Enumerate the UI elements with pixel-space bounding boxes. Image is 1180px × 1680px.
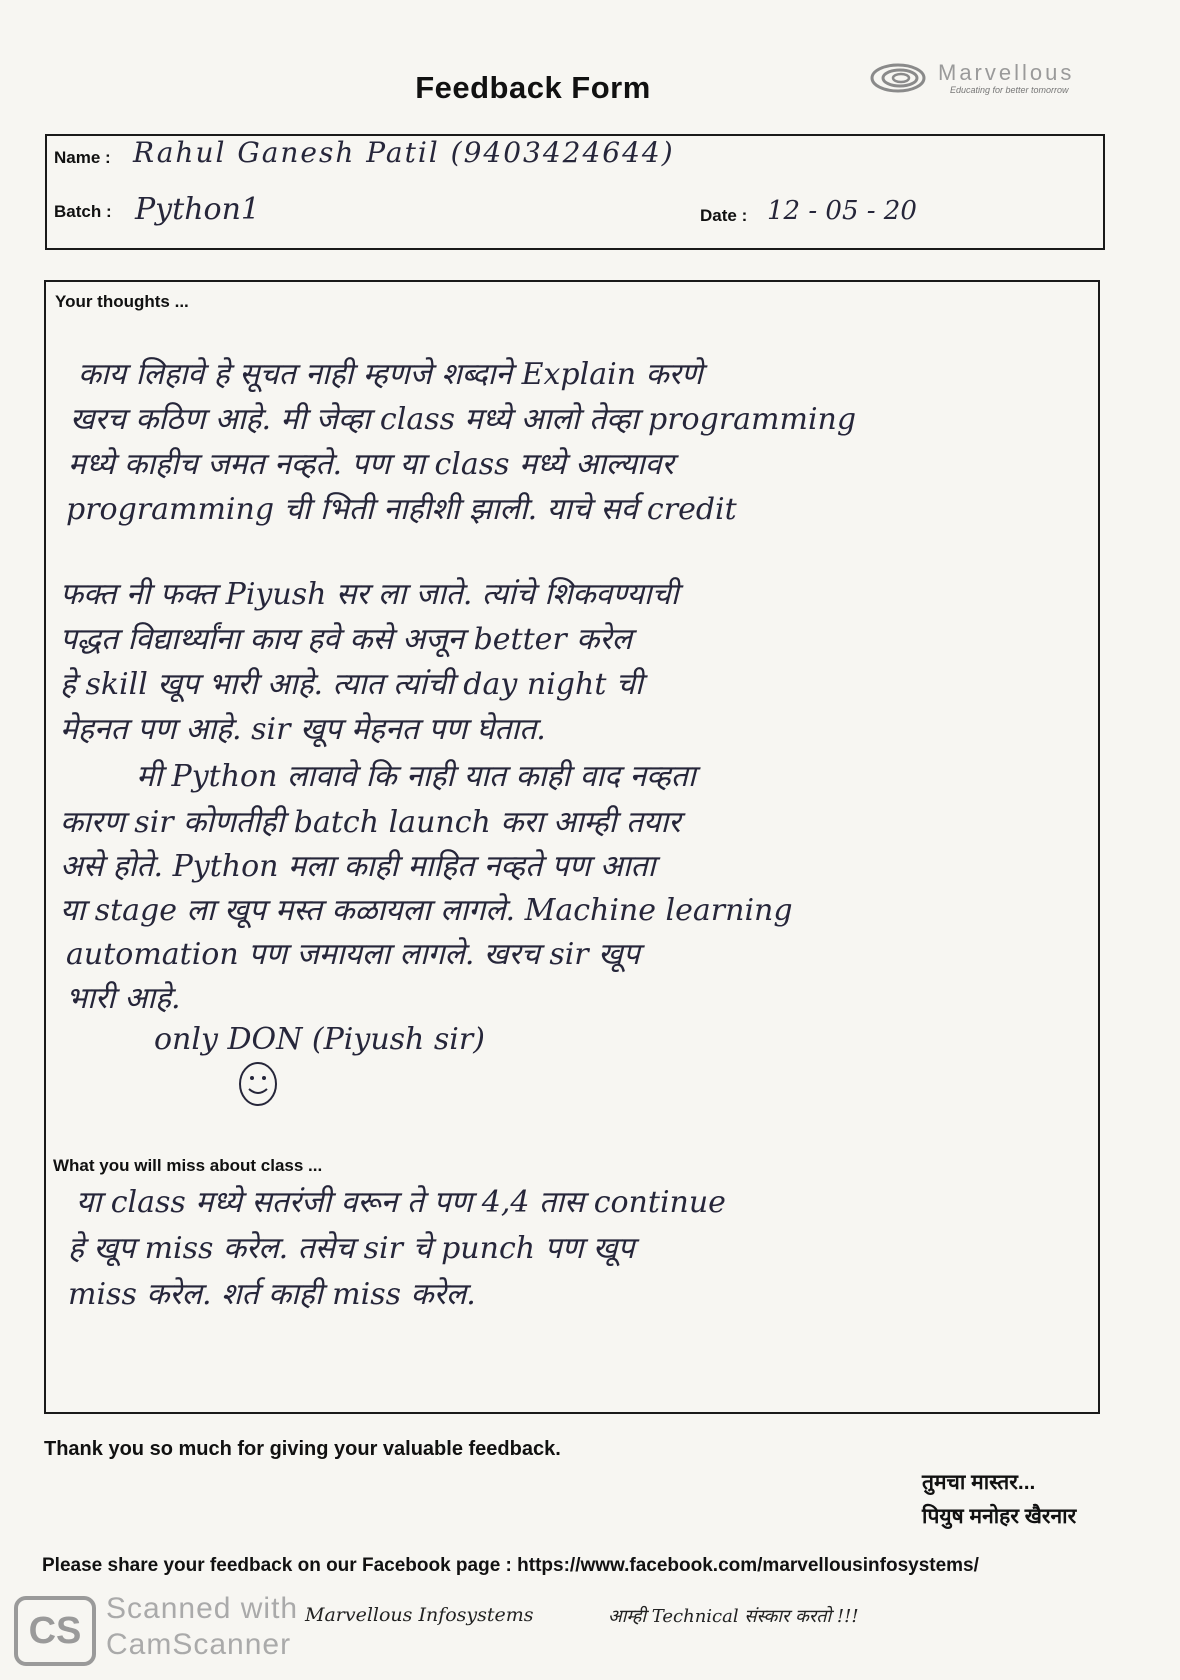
- thoughts-line: automation पण जमायला लागले. खरच sir खूप: [66, 937, 640, 972]
- name-label: Name :: [54, 148, 111, 167]
- miss-label: What you will miss about class ...: [53, 1156, 323, 1175]
- scanned-with-text: Scanned with: [106, 1592, 299, 1625]
- camscanner-text: CamScanner: [106, 1628, 292, 1661]
- date-value: 12 - 05 - 20: [767, 196, 917, 226]
- thoughts-line: फक्त नी फक्त Piyush सर ला जाते. त्यांचे शिकवण्याची: [60, 577, 679, 612]
- miss-line: miss करेल. शर्त काही miss करेल.: [68, 1277, 476, 1312]
- miss-line: या class मध्ये सतरंजी वरून ते पण 4,4 तास continue: [76, 1185, 726, 1220]
- thoughts-line: या stage ला खूप मस्त कळायला लागले. Machine learning: [60, 893, 793, 928]
- company-logo: [868, 58, 1138, 104]
- camscanner-logo-icon: CS: [14, 1596, 96, 1666]
- smiley-doodle-icon: [236, 1060, 280, 1108]
- logo-brand: Marvellous: [938, 60, 1075, 85]
- thoughts-signoff: only DON (Piyush sir): [154, 1022, 485, 1057]
- thoughts-line: असे होते. Python मला काही माहित नव्हते पण आता: [60, 849, 656, 884]
- thoughts-line: मी Python लावावे कि नाही यात काही वाद नव्हता: [60, 759, 696, 794]
- thoughts-line: मध्ये काहीच जमत नव्हते. पण या class मध्ये आल्यावर: [68, 447, 674, 482]
- thoughts-line: मेहनत पण आहे. sir खूप मेहनत पण घेतात.: [60, 712, 546, 747]
- thoughts-line: खरच कठिण आहे. मी जेव्हा class मध्ये आलो तेव्हा programming: [70, 402, 857, 437]
- name-value: Rahul Ganesh Patil (9403424644): [133, 136, 675, 169]
- batch-label: Batch :: [54, 202, 112, 221]
- thoughts-line: भारी आहे.: [66, 981, 181, 1016]
- thoughts-line: काय लिहावे हे सूचत नाही म्हणजे शब्दाने Explain करणे: [78, 357, 703, 392]
- batch-value: Python1: [135, 192, 260, 227]
- thoughts-label: Your thoughts ...: [55, 292, 189, 311]
- thank-you-text: Thank you so much for giving your valuable feedback.: [44, 1438, 561, 1460]
- date-label: Date :: [700, 206, 748, 225]
- signature-line-2: पियुष मनोहर खैरनार: [922, 1505, 1077, 1528]
- thoughts-line: पद्धत विद्यार्थ्यांना काय हवे कसे अजून better करेल: [60, 622, 632, 657]
- miss-line: हे खूप miss करेल. तसेच sir चे punch पण खूप: [68, 1231, 635, 1266]
- logo-tagline: Educating for better tomorrow: [950, 85, 1069, 95]
- thoughts-line: programming ची भिती नाहीशी झाली. याचे सर्व credit: [66, 492, 737, 527]
- header-box: [45, 134, 1105, 250]
- thoughts-line: हे skill खूप भारी आहे. त्यात त्यांची day night ची: [60, 667, 643, 702]
- swirl-logo-icon: [868, 58, 938, 98]
- form-title: Feedback Form: [415, 70, 651, 105]
- company-motto: आम्ही Technical संस्कार करतो !!!: [608, 1606, 859, 1627]
- thoughts-line: कारण sir कोणतीही batch launch करा आम्ही तयार: [60, 805, 681, 840]
- signature-line-1: तुमचा मास्तर...: [922, 1471, 1036, 1494]
- facebook-share-text: Please share your feedback on our Facebook page : https://www.facebook.com/marvellousinfosystems/: [42, 1555, 979, 1576]
- feedback-box: [44, 280, 1100, 1414]
- company-name: Marvellous Infosystems: [305, 1604, 534, 1626]
